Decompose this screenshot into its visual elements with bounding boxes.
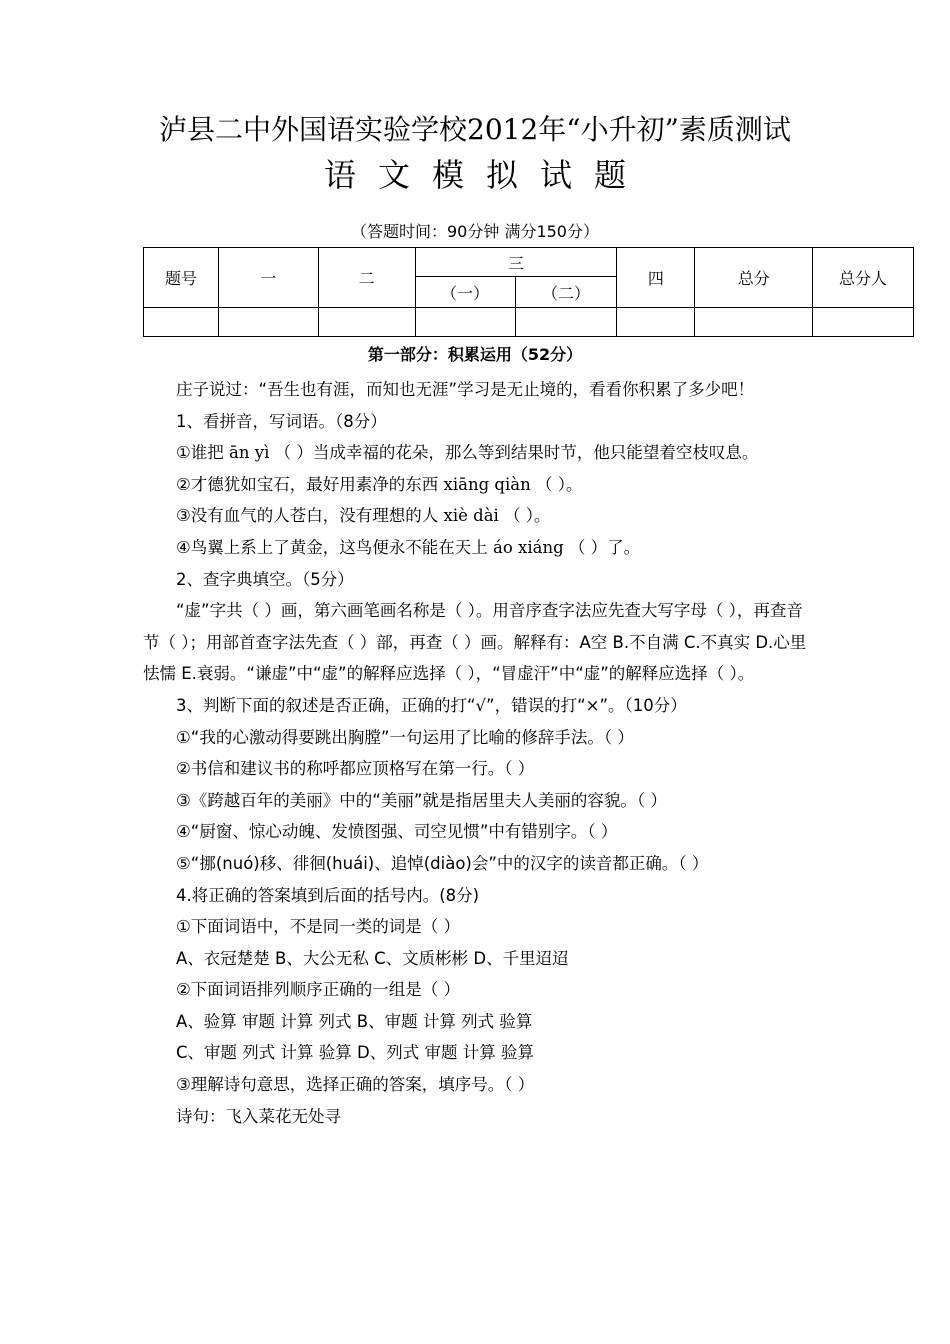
question-4-heading: 4.将正确的答案填到后面的括号内。(8分) [176,885,480,905]
score-cell[interactable] [218,308,318,337]
question-1-item: ②才德犹如宝石，最好用素净的东西 xiāng qiàn （ ）。 [176,474,583,494]
question-1-item: ①谁把 ān yì （ ）当成幸福的花朵，那么等到结果时节，他只能望着空枝叹息。 [176,443,759,463]
question-3-item: ①“我的心激动得要跳出胸膛”一句运用了比喻的修辞手法。（ ） [176,727,634,747]
pinyin: xiāng qiàn [438,474,536,494]
question-4-options: A、验算 审题 计算 列式 B、审题 计算 列式 验算 [176,1011,533,1031]
question-3-heading: 3、判断下面的叙述是否正确，正确的打“√”，错误的打“×”。（10分） [176,695,687,715]
question-4-options: C、审题 列式 计算 验算 D、列式 审题 计算 验算 [176,1043,534,1063]
question-3-item: ②书信和建议书的称呼都应顶格写在第一行。（ ） [176,759,535,779]
question-4-sub: ③理解诗句意思，选择正确的答案，填序号。（ ） [176,1075,535,1095]
exam-body [143,374,808,1132]
score-cell[interactable] [515,308,617,337]
question-4-options: A、衣冠楚楚 B、大公无私 C、文质彬彬 D、千里迢迢 [176,948,569,968]
exam-info: （答题时间：90分钟 满分150分） [351,222,599,241]
question-2-text: “虚”字共（ ）画，第六画笔画名称是（ ）。用音序查字法应先查大写字母（ ），再查音节（ ）；用部首查字法先查（ ）部，再查（ ）画。解释有：A空 B.不自满 C.不真实 D.心里怯懦 E.衰弱。“谦虚”中“虚”的解释应选择（ ），“冒虚汗”中“虚”的解释应选择（ ）。 [143,601,807,684]
score-header-total: 总分 [695,248,813,308]
score-header-3-sub1: （一） [415,277,515,308]
score-header-scorer: 总分人 [813,248,914,308]
question-4-sub: ①下面词语中，不是同一类的词是（ ） [176,917,461,937]
section-heading: 第一部分：积累运用（52分） [367,345,583,364]
score-header-1: 一 [218,248,318,308]
score-cell[interactable] [617,308,695,337]
exam-subtitle: 语文模拟试题 [323,156,648,194]
pinyin: ān yì [223,443,275,463]
score-cell[interactable] [415,308,515,337]
score-cell[interactable] [144,308,219,337]
score-cell[interactable] [695,308,813,337]
score-header-3-sub2: （二） [515,277,617,308]
question-4-poem: 诗句：飞入菜花无处寻 [176,1106,341,1126]
question-2-heading: 2、查字典填空。（5分） [176,569,354,589]
question-3-item: ⑤“挪(nuó)移、徘徊(huái)、追悼(diào)会”中的汉字的读音都正确。（ ） [176,853,709,873]
question-3-item: ③《跨越百年的美丽》中的“美丽”就是指居里夫人美丽的容貌。（ ） [176,790,667,810]
pinyin: áo xiáng [487,537,569,557]
pinyin: xiè dài [438,506,505,526]
score-header-4: 四 [617,248,695,308]
exam-title: 泸县二中外国语实验学校2012年“小升初”素质测试 [159,113,791,146]
score-header-2: 二 [318,248,415,308]
question-1-heading: 1、看拼音，写词语。（8分） [176,411,387,431]
question-1-item: ④鸟翼上系上了黄金，这鸟便永不能在天上 áo xiáng （ ）了。 [176,537,641,557]
score-header-question-no: 题号 [144,248,219,308]
score-header-3: 三 [415,248,617,277]
score-table [143,247,914,337]
question-3-item: ④“厨窗、惊心动魄、发愤图强、司空见惯”中有错别字。（ ） [176,822,618,842]
question-4-sub: ②下面词语排列顺序正确的一组是（ ） [176,980,461,1000]
score-cell[interactable] [318,308,415,337]
intro-paragraph: 庄子说过：“吾生也有涯，而知也无涯”学习是无止境的，看看你积累了多少吧！ [176,380,755,399]
score-cell[interactable] [813,308,914,337]
question-1-item: ③没有血气的人苍白，没有理想的人 xiè dài （ ）。 [176,506,551,526]
